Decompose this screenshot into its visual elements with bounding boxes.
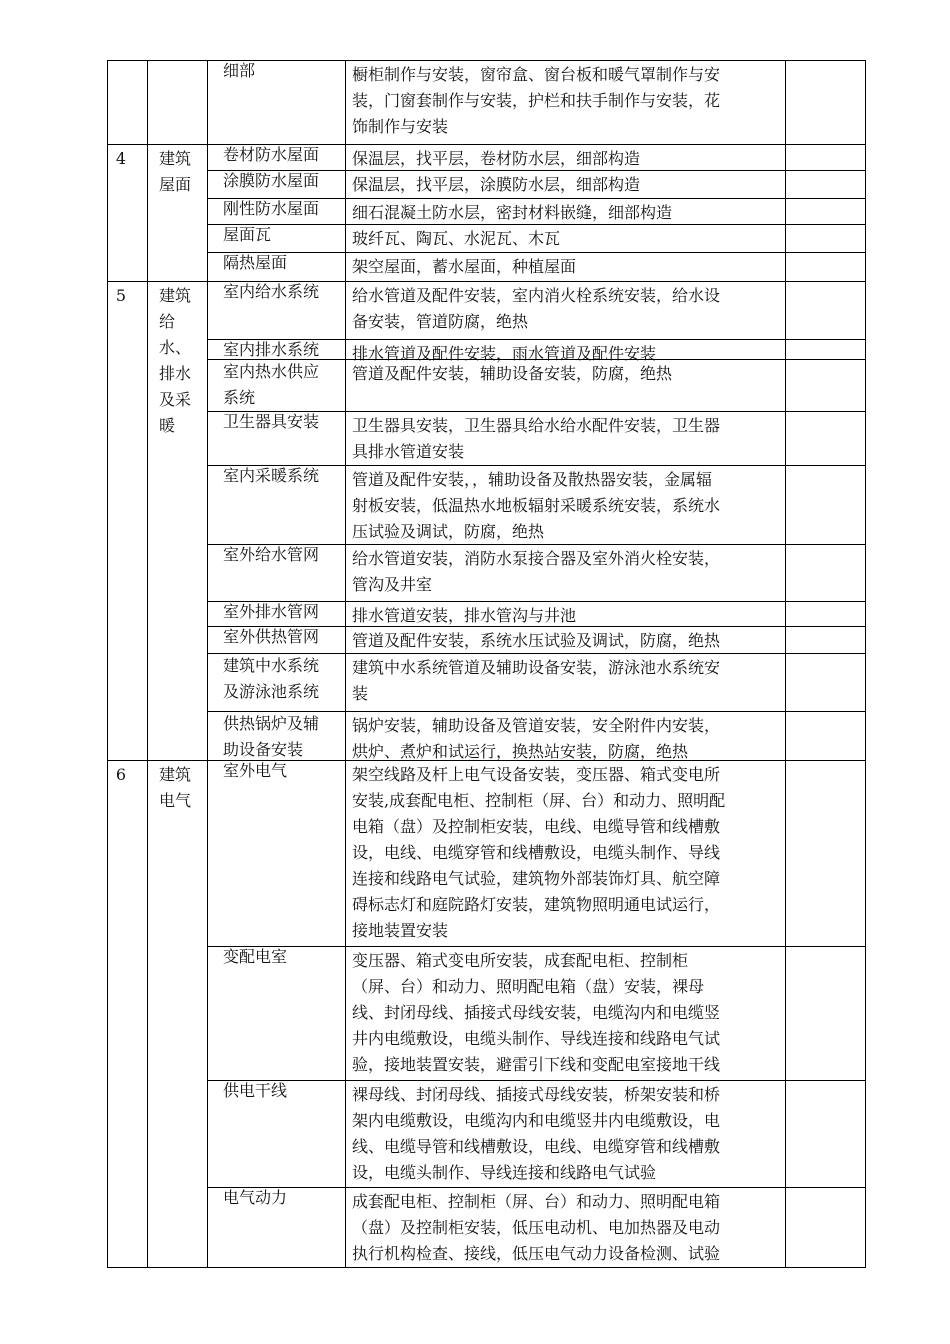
subdivision-content-line: 备安装，管道防腐，绝热 — [352, 312, 529, 331]
subdivision-content-line: 设，电缆头制作、导线连接和线路电气试验 — [352, 1163, 657, 1182]
column-rule — [865, 60, 866, 1267]
subdivision-name: 卷材防水屋面 — [223, 145, 320, 164]
section-title-line: 水、 — [159, 338, 192, 357]
subdivision-content-line: 装 — [352, 684, 369, 703]
subdivision-content-line: 接地装置安装 — [352, 921, 449, 940]
subdivision-content-line: 排水管道及配件安装，雨水管道及配件安装 — [352, 344, 657, 363]
subdivision-content-line: 碍标志灯和庭院路灯安装，建筑物照明通电试运行， — [352, 895, 721, 914]
subdivision-content-line: 橱柜制作与安装，窗帘盒、窗台板和暖气罩制作与安 — [352, 65, 721, 84]
subdivision-content-line: 管道及配件安装，系统水压试验及调试，防腐，绝热 — [352, 631, 721, 650]
subdivision-content-line: 细石混凝土防水层，密封材料嵌缝，细部构造 — [352, 203, 673, 222]
subdivision-content-line: 给水管道安装，消防水泵接合器及室外消火栓安装， — [352, 549, 721, 568]
subdivision-name: 室外给水管网 — [223, 545, 320, 564]
table-bottom-rule — [107, 1267, 866, 1268]
subdivision-name: 电气动力 — [223, 1188, 288, 1207]
row-rule — [107, 760, 866, 761]
section-title-line: 建筑 — [159, 286, 192, 305]
subdivision-name: 建筑中水系统 — [223, 656, 320, 675]
construction-subdivision-table — [107, 60, 866, 1267]
subdivision-content-line: 架空线路及杆上电气设备安装，变压器、箱式变电所 — [352, 765, 721, 784]
subdivision-content-line: 线、电缆导管和线槽敷设，电线、电缆穿管和线槽敷 — [352, 1137, 721, 1156]
subdivision-name: 室外供热管网 — [223, 627, 320, 646]
subdivision-content-line: 烘炉、煮炉和试运行，换热站安装，防腐，绝热 — [352, 742, 689, 761]
row-rule — [207, 1187, 866, 1188]
subdivision-content-line: 保温层，找平层，涂膜防水层，细部构造 — [352, 175, 641, 194]
section-title-line: 屋面 — [159, 175, 192, 194]
subdivision-content-line: 卫生器具安装，卫生器具给水给水配件安装，卫生器 — [352, 416, 721, 435]
subdivision-content-line: 压试验及调试，防腐，绝热 — [352, 522, 545, 541]
subdivision-content-line: 变压器、箱式变电所安装，成套配电柜、控制柜 — [352, 951, 689, 970]
subdivision-name: 涂膜防水屋面 — [223, 171, 320, 190]
subdivision-name: 系统 — [223, 388, 256, 407]
subdivision-name: 刚性防水屋面 — [223, 199, 320, 218]
subdivision-content-line: 保温层，找平层，卷材防水层，细部构造 — [352, 149, 641, 168]
subdivision-content-line: 给水管道及配件安装，室内消火栓系统安装，给水设 — [352, 286, 721, 305]
row-rule — [207, 1080, 866, 1081]
subdivision-content-line: 装，门窗套制作与安装，护栏和扶手制作与安装，花 — [352, 91, 721, 110]
column-rule — [147, 60, 148, 1267]
item-number: 6 — [115, 765, 127, 784]
subdivision-name: 室内给水系统 — [223, 282, 320, 301]
subdivision-content-line: 锅炉安装，辅助设备及管道安装，安全附件内安装， — [352, 716, 721, 735]
subdivision-content-line: 设，电线、电缆穿管和线槽敷设，电缆头制作、导线 — [352, 843, 721, 862]
row-rule — [107, 281, 866, 282]
row-rule — [207, 252, 866, 253]
subdivision-name: 及游泳池系统 — [223, 682, 320, 701]
subdivision-content-line: 电箱（盘）及控制柜安装，电线、电缆导管和线槽敷 — [352, 817, 721, 836]
subdivision-content-line: 架内电缆敷设，电缆沟内和电缆竖井内电缆敷设，电 — [352, 1111, 721, 1130]
section-title-line: 暖 — [159, 416, 176, 435]
subdivision-name: 隔热屋面 — [223, 253, 288, 272]
section-title-line: 给 — [159, 312, 176, 331]
subdivision-content-line: （盘）及控制柜安装，低压电动机、电加热器及电动 — [352, 1218, 721, 1237]
subdivision-name: 屋面瓦 — [223, 225, 272, 244]
subdivision-content-line: 线、封闭母线、插接式母线安装，电缆沟内和电缆竖 — [352, 1003, 721, 1022]
subdivision-content-line: 射板安装，低温热水地板辐射采暖系统安装，系统水 — [352, 496, 721, 515]
subdivision-content-line: 成套配电柜、控制柜（屏、台）和动力、照明配电箱 — [352, 1192, 721, 1211]
subdivision-name: 供热锅炉及辅 — [223, 714, 320, 733]
column-rule — [785, 60, 786, 1267]
subdivision-content-line: 管道及配件安装，辅助设备安装，防腐，绝热 — [352, 364, 673, 383]
column-rule — [207, 60, 208, 1267]
row-rule — [207, 224, 866, 225]
subdivision-content-line: 裸母线、封闭母线、插接式母线安装，桥架安装和桥 — [352, 1085, 721, 1104]
row-rule — [107, 144, 866, 145]
subdivision-name: 室内热水供应 — [223, 362, 320, 381]
subdivision-name: 卫生器具安装 — [223, 412, 320, 431]
row-rule — [207, 946, 866, 947]
section-title-line: 建筑 — [159, 765, 192, 784]
column-rule — [107, 60, 108, 1267]
subdivision-content-line: 验，接地装置安装，避雷引下线和变配电室接地干线 — [352, 1055, 721, 1074]
table-top-rule — [107, 60, 866, 61]
subdivision-name: 细部 — [223, 61, 256, 80]
subdivision-content-line: 饰制作与安装 — [352, 117, 449, 136]
subdivision-name: 室内采暖系统 — [223, 466, 320, 485]
subdivision-name: 室外电气 — [223, 761, 288, 780]
section-title-line: 建筑 — [159, 149, 192, 168]
subdivision-content-line: 安装,成套配电柜、控制柜（屏、台）和动力、照明配 — [352, 791, 726, 810]
subdivision-content-line: 连接和线路电气试验，建筑物外部装饰灯具、航空障 — [352, 869, 721, 888]
subdivision-name: 变配电室 — [223, 947, 288, 966]
item-number: 4 — [115, 149, 127, 168]
subdivision-content-line: 管沟及井室 — [352, 575, 433, 594]
section-title-line: 电气 — [159, 791, 192, 810]
subdivision-name: 室内排水系统 — [223, 340, 320, 359]
subdivision-content-line: 具排水管道安装 — [352, 442, 465, 461]
subdivision-content-line: 玻纤瓦、陶瓦、水泥瓦、木瓦 — [352, 229, 561, 248]
section-title-line: 排水 — [159, 364, 192, 383]
subdivision-content-line: 建筑中水系统管道及辅助设备安装，游泳池水系统安 — [352, 658, 721, 677]
subdivision-name: 室外排水管网 — [223, 602, 320, 621]
subdivision-content-line: 管道及配件安装，，辅助设备及散热器安装，金属辐 — [352, 470, 713, 489]
item-number: 5 — [115, 286, 127, 305]
subdivision-content-line: 执行机构检查、接线，低压电气动力设备检测、试验 — [352, 1244, 721, 1263]
subdivision-content-line: （屏、台）和动力、照明配电箱（盘）安装，裸母 — [352, 977, 705, 996]
subdivision-content-line: 排水管道安装，排水管沟与井池 — [352, 606, 577, 625]
column-rule — [345, 60, 346, 1267]
subdivision-name: 助设备安装 — [223, 740, 304, 759]
subdivision-content-line: 井内电缆敷设，电缆头制作、导线连接和线路电气试 — [352, 1029, 721, 1048]
subdivision-content-line: 架空屋面，蓄水屋面，种植屋面 — [352, 257, 577, 276]
subdivision-name: 供电干线 — [223, 1081, 288, 1100]
section-title-line: 及采 — [159, 390, 192, 409]
